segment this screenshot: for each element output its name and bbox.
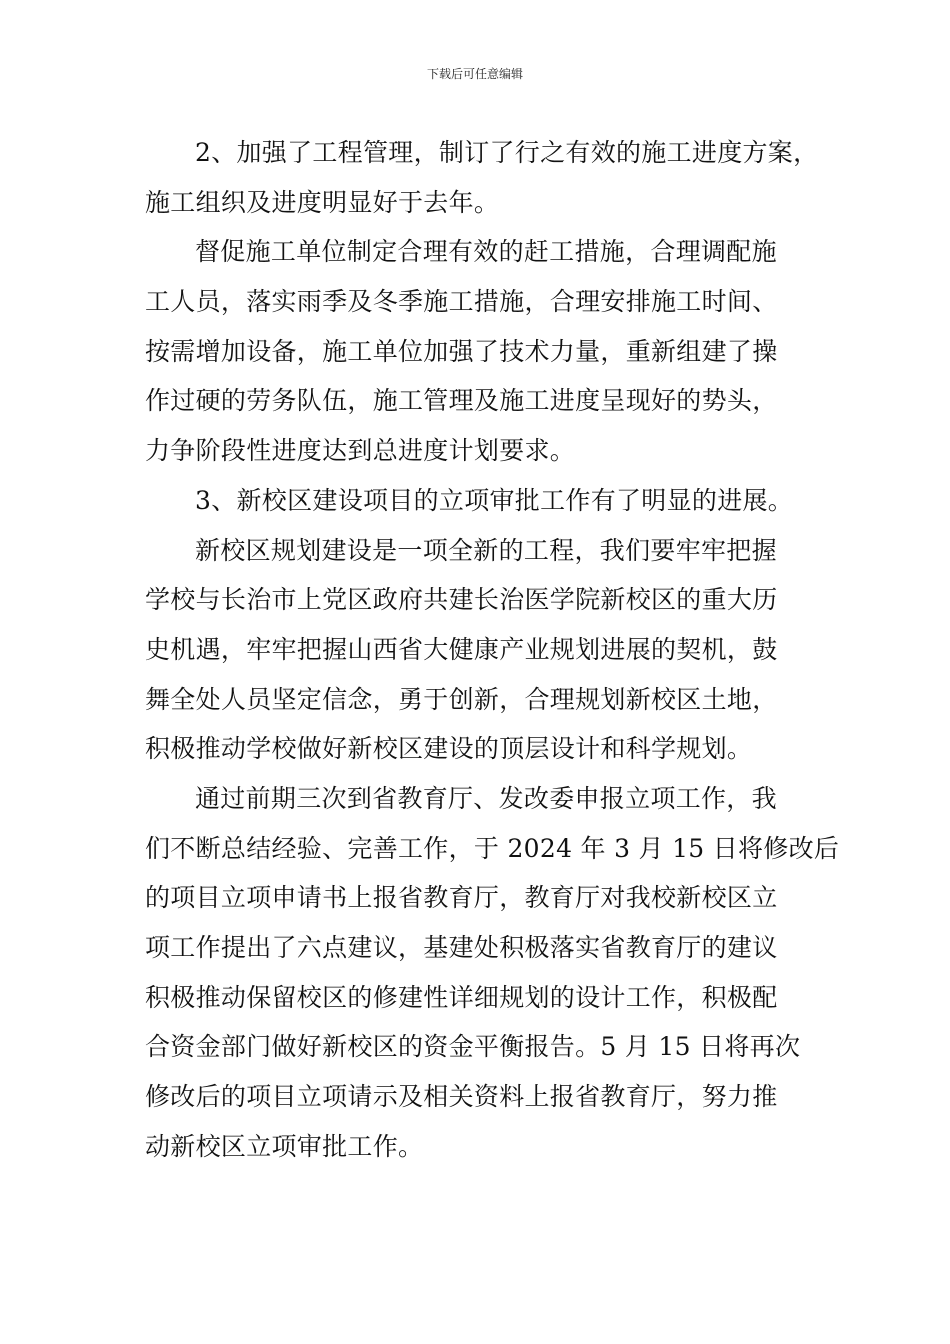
paragraph-line: 们不断总结经验、完善工作，于 2024 年 3 月 15 日将修改后 bbox=[145, 833, 840, 863]
paragraph-first-line: 新校区规划建设是一项全新的工程，我们要牢牢把握 bbox=[195, 535, 777, 565]
paragraph-line: 修改后的项目立项请示及相关资料上报省教育厅，努力推 bbox=[145, 1082, 778, 1112]
paragraph-line: 作过硬的劳务队伍，施工管理及施工进度呈现好的势头， bbox=[145, 386, 778, 416]
paragraph-first-line: 3、新校区建设项目的立项审批工作有了明显的进展。 bbox=[195, 485, 794, 515]
paragraph-line: 力争阶段性进度达到总进度计划要求。 bbox=[145, 436, 576, 466]
paragraph-line: 施工组织及进度明显好于去年。 bbox=[145, 187, 500, 217]
paragraph-first-line: 督促施工单位制定合理有效的赶工措施，合理调配施 bbox=[195, 237, 777, 267]
paragraph-line: 项工作提出了六点建议，基建处积极落实省教育厅的建议 bbox=[145, 933, 778, 962]
page-header: 下载后可任意编辑 bbox=[426, 67, 523, 81]
paragraph-line: 史机遇，牢牢把握山西省大健康产业规划进展的契机，鼓 bbox=[145, 634, 778, 664]
paragraph-line: 学校与长治市上党区政府共建长治医学院新校区的重大历 bbox=[145, 585, 778, 615]
paragraph-line: 合资金部门做好新校区的资金平衡报告。5 月 15 日将再次 bbox=[145, 1032, 801, 1062]
paragraph-line: 按需增加设备，施工单位加强了技术力量，重新组建了操 bbox=[145, 336, 778, 366]
paragraph-line: 积极推动保留校区的修建性详细规划的设计工作，积极配 bbox=[145, 982, 778, 1012]
paragraph-line: 的项目立项申请书上报省教育厅，教育厅对我校新校区立 bbox=[145, 883, 778, 913]
paragraph-line: 舞全处人员坚定信念，勇于创新，合理规划新校区土地， bbox=[145, 684, 778, 714]
document-body bbox=[145, 128, 840, 1171]
paragraph-line: 动新校区立项审批工作。 bbox=[145, 1131, 424, 1161]
paragraph-first-line: 通过前期三次到省教育厅、发改委申报立项工作，我 bbox=[195, 783, 777, 813]
paragraph-first-line: 2、加强了工程管理，制订了行之有效的施工进度方案， bbox=[195, 138, 819, 167]
paragraph-line: 工人员，落实雨季及冬季施工措施，合理安排施工时间、 bbox=[145, 287, 778, 317]
paragraph-line: 积极推动学校做好新校区建设的顶层设计和科学规划。 bbox=[145, 734, 753, 764]
